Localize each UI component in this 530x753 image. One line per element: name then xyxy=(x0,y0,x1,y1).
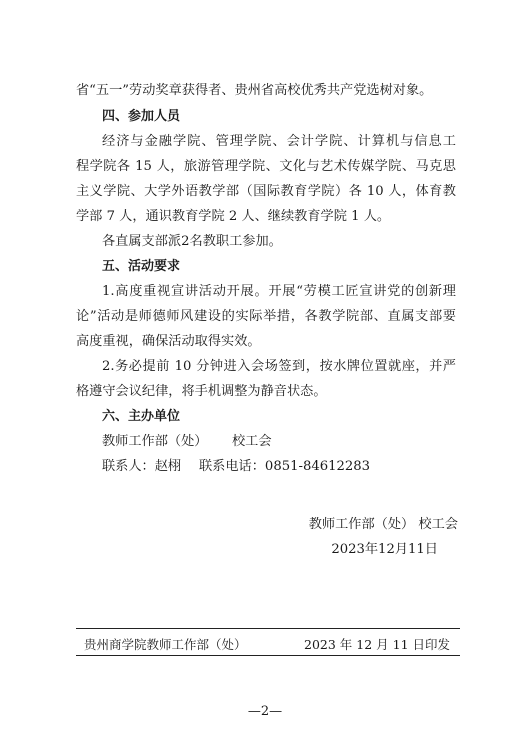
section-4-paragraph-2: 各直属支部派2名教职工参加。 xyxy=(102,234,282,249)
signature-date: 2023年12月11日 xyxy=(331,542,438,557)
footer-issuer: 贵州商学院教师工作部（处） xyxy=(84,637,247,652)
signature-orgs: 教师工作部（处） 校工会 xyxy=(308,517,458,532)
section-5-paragraph-line: 格遵守会议纪律，将手机调整为静音状态。 xyxy=(76,384,327,399)
section-5-paragraph-line: 论”活动是师德师风建设的实际举措，各教学院部、直属支部要 xyxy=(76,309,456,324)
organizer-2: 校工会 xyxy=(232,434,272,449)
footer-top-rule xyxy=(76,628,460,629)
footer-issue-date: 2023 年 12 月 11 日印发 xyxy=(304,637,450,652)
section-4-paragraph-line: 程学院各 15 人，旅游管理学院、文化与艺术传媒学院、马克思 xyxy=(76,159,456,174)
footer-bottom-rule xyxy=(76,655,460,656)
section-4-paragraph-line: 主义学院、大学外语教学部（国际教育学院）各 10 人，体育教 xyxy=(76,184,456,199)
section-4-paragraph-line: 学部 7 人，通识教育学院 2 人、继续教育学院 1 人。 xyxy=(76,209,391,224)
paragraph-continuation: 省“五一”劳动奖章获得者、贵州省高校优秀共产党选树对象。 xyxy=(76,83,433,98)
section-4-paragraph-line: 经济与金融学院、管理学院、会计学院、计算机与信息工 xyxy=(102,134,456,149)
contact-person: 联系人：赵栩 xyxy=(102,459,182,474)
section-5-heading: 五、活动要求 xyxy=(102,259,181,274)
section-5-paragraph-line: 1.高度重视宣讲活动开展。开展“劳模工匠宣讲党的创新理 xyxy=(102,284,456,299)
page-number: —2— xyxy=(247,704,283,719)
contact-phone: 联系电话：0851-84612283 xyxy=(199,459,371,474)
section-4-heading: 四、参加人员 xyxy=(102,109,181,124)
organizer-1: 教师工作部（处） xyxy=(102,434,208,449)
section-5-paragraph-line: 高度重视，确保活动取得实效。 xyxy=(76,334,261,349)
section-5-paragraph-line: 2.务必提前 10 分钟进入会场签到，按水牌位置就座，并严 xyxy=(102,359,456,374)
section-6-heading: 六、主办单位 xyxy=(102,409,181,424)
